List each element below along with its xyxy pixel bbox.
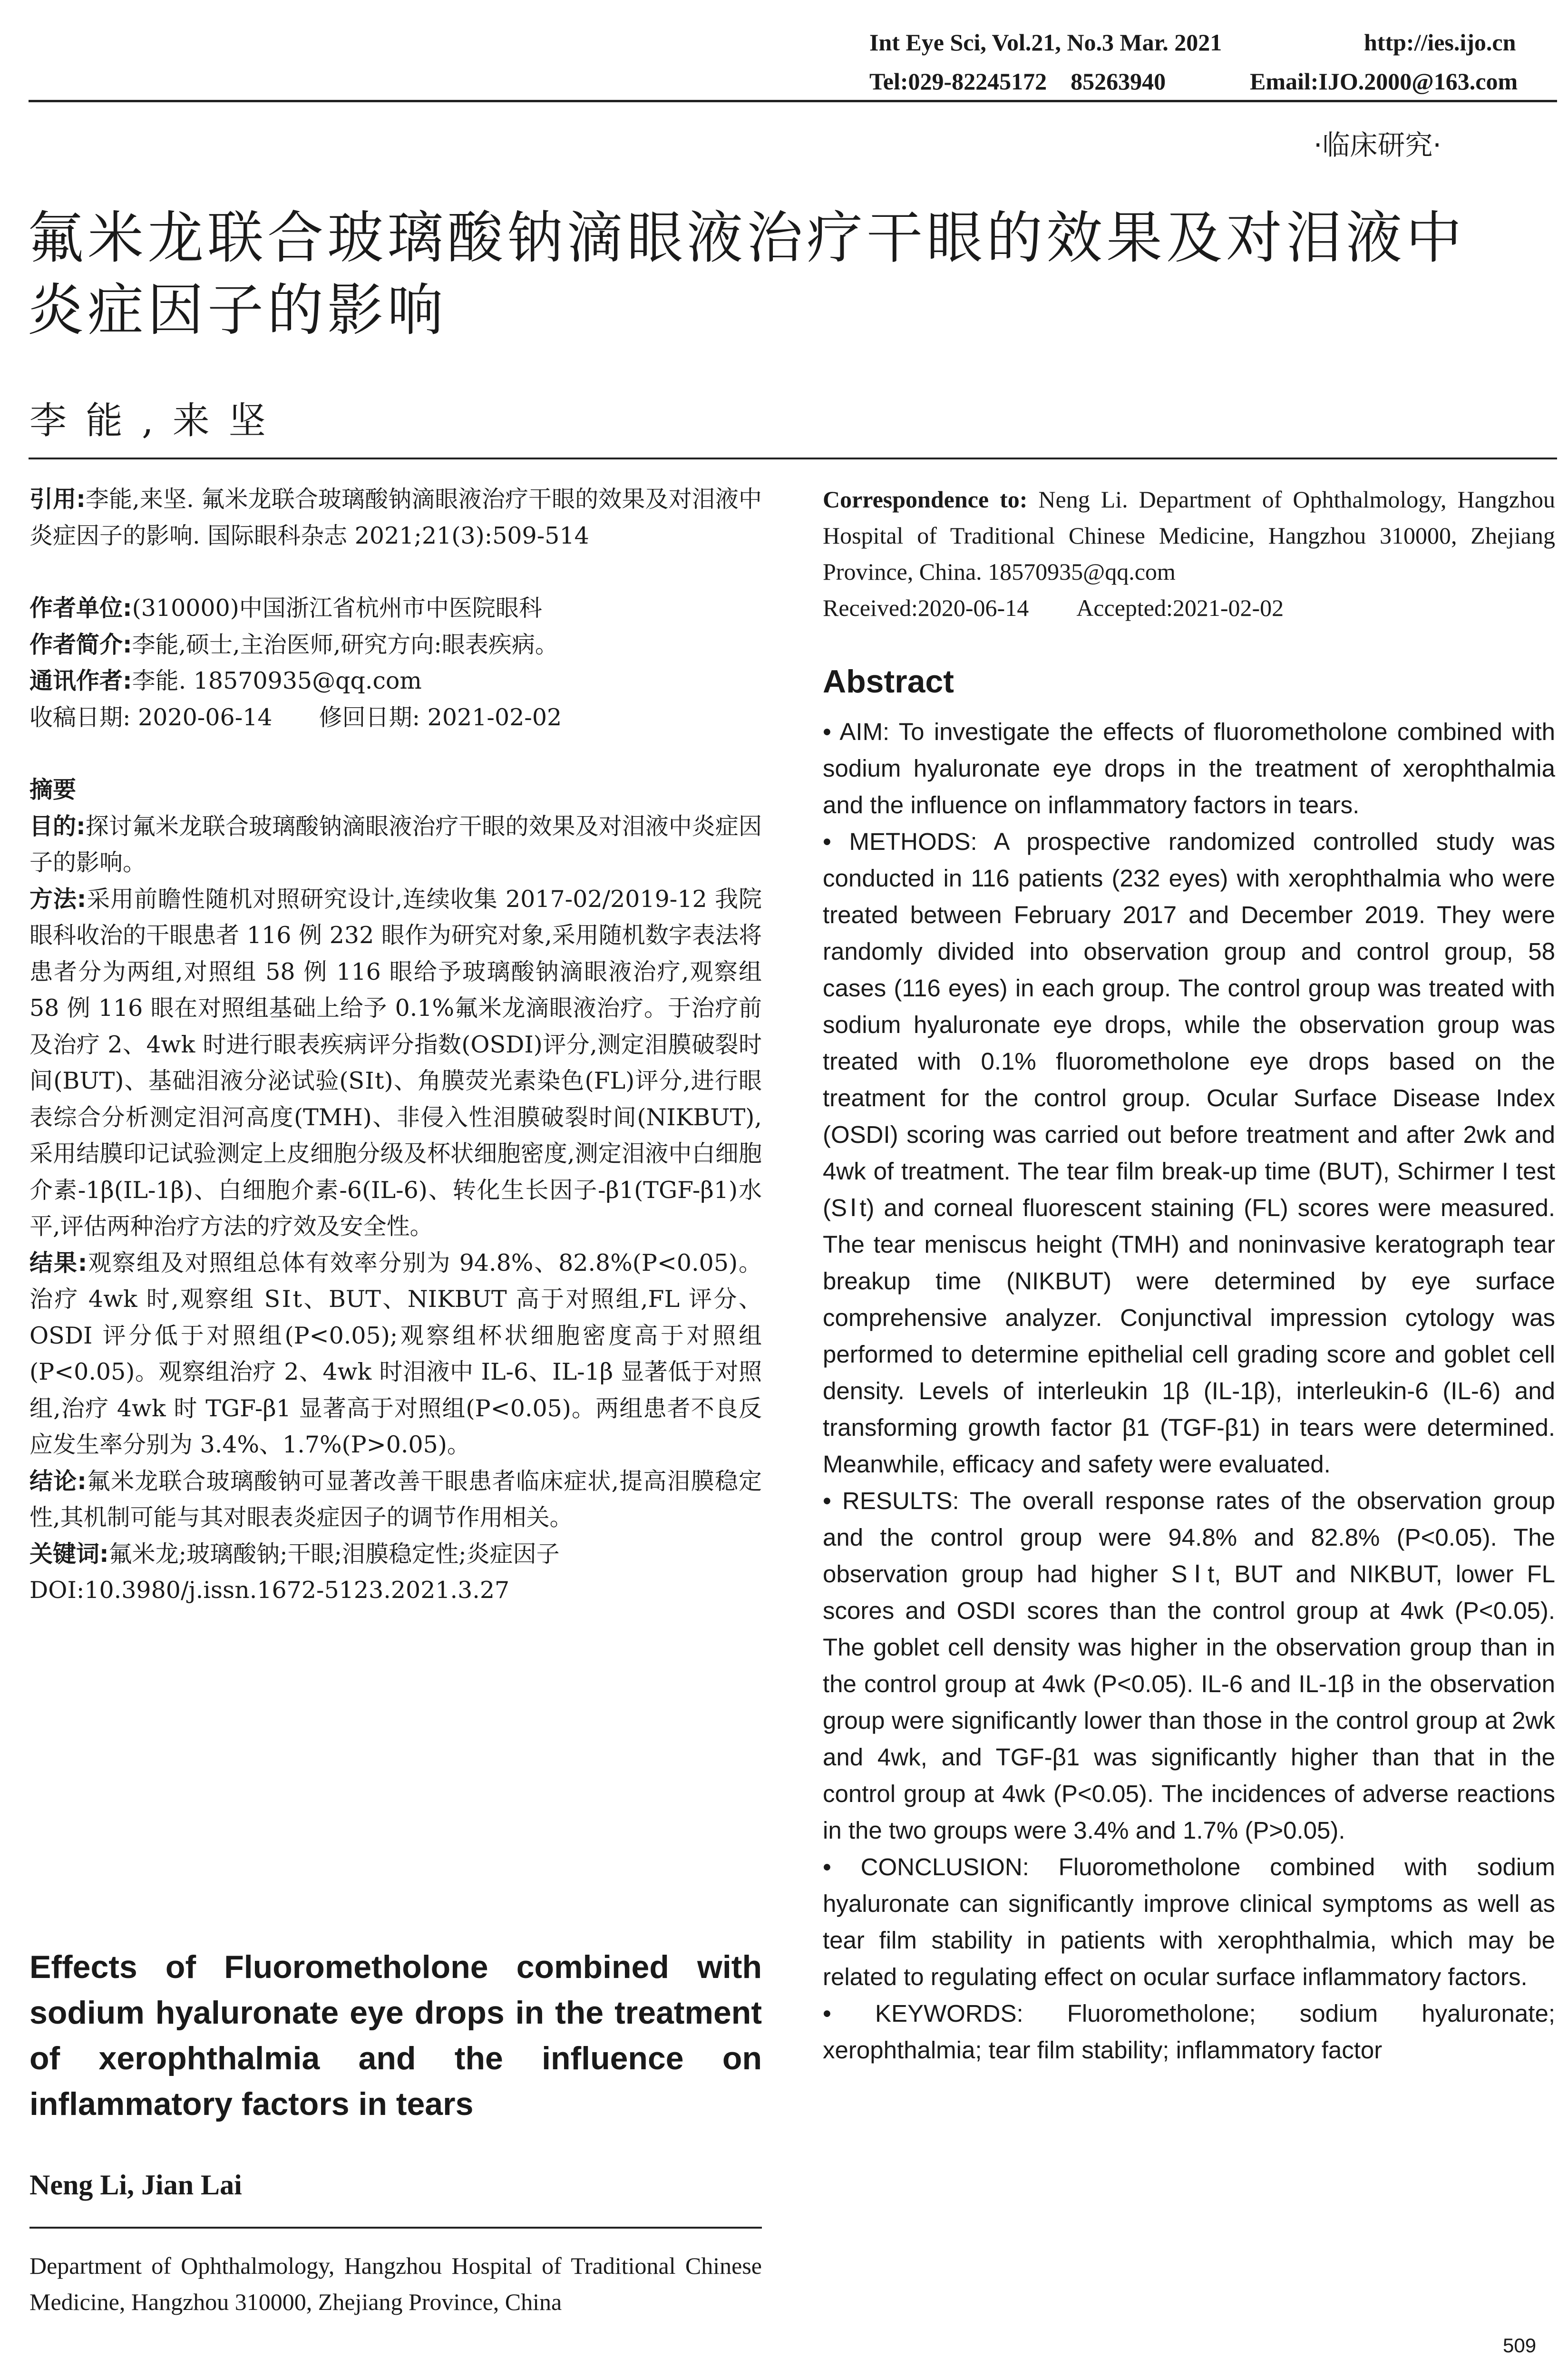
affiliation-en: Department of Ophthalmology, Hangzhou Hospital of Traditional Chinese Medicine, Hangzhou 310000, Zhejiang Province, China bbox=[29, 2252, 762, 2315]
journal-tel: Tel:029-82245172 85263940 bbox=[869, 68, 1166, 95]
aim-cn: 目的:探讨氟米龙联合玻璃酸钠滴眼液治疗干眼的效果及对泪液中炎症因子的影响。 bbox=[29, 812, 762, 876]
aim-en: • AIM: To investigate the effects of fluorometholone combined with sodium hyaluronate eye drops in the treatment of xerophthalmia and the influence on inflammatory factors in tears. bbox=[823, 718, 1555, 818]
abstract-head-cn: 摘要 bbox=[29, 776, 77, 803]
authors-en: Neng Li, Jian Lai bbox=[29, 2169, 242, 2201]
methods-en: • METHODS: A prospective randomized controlled study was conducted in 116 patients (232 eyes) with xerophthalmia who were treated between February 2017 and December 2019. They were randomly divided into observation group and control group, 58 cases (116 eyes) in each group. The control group was treated with sodium hyaluronate eye drops, while the observation group was treated with 0.1% fluorometholone eye drops based on the treatment for the control group. Ocular Surface Disease Index (OSDI) scoring was carried out before treatment and after 2wk and 4wk of treatment. The tear film break-up time (BUT), Schirmer I test (SⅠt) and corneal fluorescent staining (FL) scores were measured. The tear meniscus height (TMH) and noninvasive keratograph tear breakup time (NIKBUT) were determined by eye surface comprehensive analyzer. Conjunctival impression cytology was performed to determine epithelial cell grading score and goblet cell density. Levels of interleukin 1β (IL-1β), interleukin-6 (IL-6) and transforming growth factor β1 (TGF-β1) in tears were determined. Meanwhile, efficacy and safety were evaluated. bbox=[823, 828, 1555, 1478]
journal-line: Int Eye Sci, Vol.21, No.3 Mar. 2021 bbox=[869, 29, 1222, 56]
journal-email: Email:IJO.2000@163.com bbox=[1250, 68, 1518, 95]
affil-rule bbox=[29, 2227, 762, 2229]
title-cn bbox=[28, 202, 1559, 346]
keywords-en: • KEYWORDS: Fluorometholone; sodium hyaluronate; xerophthalmia; tear film stability; inflammatory factor bbox=[823, 2000, 1555, 2064]
author-bio: 作者简介:李能,硕士,主治医师,研究方向:眼表疾病。 bbox=[29, 631, 558, 658]
received-en: Received:2020-06-14 Accepted:2021-02-02 bbox=[823, 594, 1284, 621]
left-column bbox=[29, 481, 762, 1609]
abstract-head-en: Abstract bbox=[823, 663, 954, 700]
correspondence-en: Correspondence to: Neng Li. Department of Ophthalmology, Hangzhou Hospital of Traditional Chinese Medicine, Hangzhou 310000, Zhejiang Province, China. 18570935@qq.com bbox=[823, 486, 1555, 585]
received-dates: 收稿日期: 2020-06-14 修回日期: 2021-02-02 bbox=[29, 703, 562, 731]
citation: 引用:李能,来坚. 氟米龙联合玻璃酸钠滴眼液治疗干眼的效果及对泪液中炎症因子的影响. 国际眼科杂志 2021;21(3):509-514 bbox=[29, 486, 762, 549]
section-label: ·临床研究· bbox=[1314, 129, 1441, 161]
journal-url: http://ies.ijo.cn bbox=[1364, 29, 1516, 56]
conclusion-cn: 结论:氟米龙联合玻璃酸钠可显著改善干眼患者临床症状,提高泪膜稳定性,其机制可能与其对眼表炎症因子的调节作用相关。 bbox=[29, 1467, 762, 1531]
authors-cn: 李能,来坚 bbox=[29, 399, 285, 442]
corresponding-author: 通讯作者:李能. 18570935@qq.com bbox=[29, 667, 422, 694]
author-affiliation: 作者单位:(310000)中国浙江省杭州市中医院眼科 bbox=[29, 594, 542, 622]
doi: DOI:10.3980/j.issn.1672-5123.2021.3.27 bbox=[29, 1577, 510, 1604]
abstract-en-body bbox=[823, 713, 1555, 2068]
page-number: 509 bbox=[1503, 2334, 1537, 2357]
results-en: • RESULTS: The overall response rates of the observation group and the control group were 94.8% and 82.8% (P<0.05). The observation group had higher SⅠt, BUT and NIKBUT, lower FL scores and OSDI scores than the control group at 4wk (P<0.05). The goblet cell density was higher in the observation group than in the control group at 4wk (P<0.05). IL-6 and IL-1β in the observation group were significantly lower than those in the control group at 2wk and 4wk, and TGF-β1 was significantly higher than that in the control group at 4wk (P<0.05). The incidences of adverse reactions in the two groups were 3.4% and 1.7% (P>0.05). bbox=[823, 1487, 1555, 1844]
results-cn: 结果:观察组及对照组总体有效率分别为 94.8%、82.8%(P<0.05)。治疗 4wk 时,观察组 SⅠt、BUT、NIKBUT 高于对照组,FL 评分、OSDI 评分低于对照组(P<0.05);观察组杯状细胞密度高于对照组(P<0.05)。观察组治疗 2、4wk 时泪液中 IL-6、IL-1β 显著低于对照组,治疗 4wk 时 TGF-β1 显著高于对照组(P<0.05)。两组患者不良反应发生率分别为 3.4%、1.7%(P>0.05)。 bbox=[29, 1249, 762, 1458]
conclusion-en: • CONCLUSION: Fluorometholone combined with sodium hyaluronate can significantly improve clinical symptoms as well as tear film stability in patients with xerophthalmia, which may be related to regulating effect on ocular surface inflammatory factors. bbox=[823, 1853, 1555, 1990]
header-rule bbox=[29, 100, 1557, 102]
title-cn-line2: 炎症因子的影响 bbox=[28, 277, 448, 343]
methods-cn: 方法:采用前瞻性随机对照研究设计,连续收集 2017-02/2019-12 我院眼科收治的干眼患者 116 例 232 眼作为研究对象,采用随机数字表法将患者分为两组,对照组 58 例 116 眼给予玻璃酸钠滴眼液治疗,观察组 58 例 116 眼在对照组基础上给予 0.1%氟米龙滴眼液治疗。于治疗前及治疗 2、4wk 时进行眼表疾病评分指数(OSDI)评分,测定泪膜破裂时间(BUT)、基础泪液分泌试验(SⅠt)、角膜荧光素染色(FL)评分,进行眼表综合分析测定泪河高度(TMH)、非侵入性泪膜破裂时间(NIKBUT),采用结膜印记试验测定上皮细胞分级及杯状细胞密度,测定泪液中白细胞介素-1β(IL-1β)、白细胞介素-6(IL-6)、转化生长因子-β1(TGF-β1)水平,评估两种治疗方法的疗效及安全性。 bbox=[29, 885, 762, 1240]
title-en: Effects of Fluorometholone combined with sodium hyaluronate eye drops in the treatment of xerophthalmia and the influence on inflammatory factors in tears bbox=[29, 1949, 762, 2122]
title-cn-line1: 氟米龙联合玻璃酸钠滴眼液治疗干眼的效果及对泪液中 bbox=[28, 205, 1466, 271]
authors-rule bbox=[29, 458, 1557, 459]
keywords-cn: 关键词:氟米龙;玻璃酸钠;干眼;泪膜稳定性;炎症因子 bbox=[29, 1540, 560, 1568]
